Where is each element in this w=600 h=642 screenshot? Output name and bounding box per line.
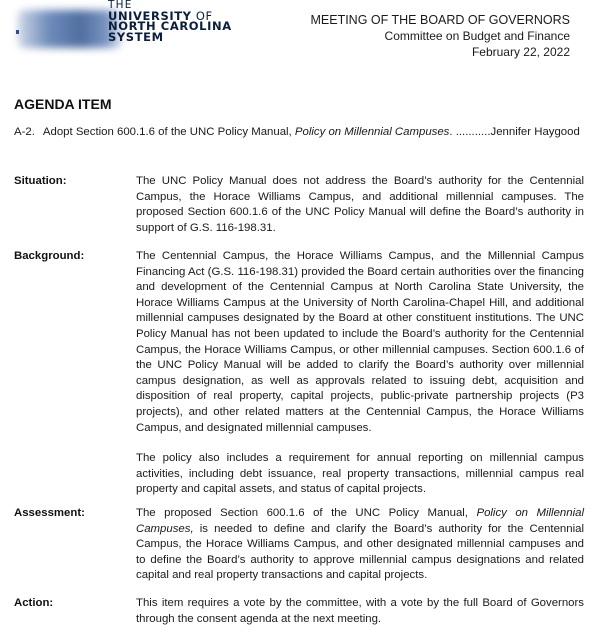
meeting-info — [310, 12, 570, 60]
agenda-item-policy-title: Policy on Millennial Campuses — [294, 126, 450, 138]
section-label: Situation: — [14, 175, 67, 187]
section-body — [136, 506, 584, 584]
section-label: Action: — [14, 597, 54, 609]
section-label: Background: — [14, 250, 85, 262]
assessment-text-start: The proposed Section 600.1.6 of the UNC Policy Manual, — [136, 507, 477, 519]
logo-university: UNIVERSITY — [108, 8, 192, 23]
section-body — [136, 249, 584, 498]
section-body — [136, 174, 584, 236]
agenda-item-presenter: . ...........Jennifer Haygood — [449, 126, 580, 138]
logo-line-the: THE — [108, 0, 133, 11]
section-body — [136, 596, 584, 627]
paragraph: This item requires a vote by the committee, with a vote by the full Board of Governors through the consent agenda at the next meeting. — [136, 597, 584, 625]
logo-line-system: SYSTEM — [108, 29, 164, 44]
paragraph: The UNC Policy Manual does not address the Board’s authority for the Centennial Campus, the Horace Williams Campus, and additional millennial campuses. The proposed Section 600.1.6 of the UNC Policy Manual will define the Board’s authority in support of G.S. 116-198.31. — [136, 175, 584, 234]
paragraph — [136, 506, 584, 584]
logo-wordmark — [108, 0, 232, 42]
meeting-date: February 22, 2022 — [471, 45, 570, 59]
meeting-title: MEETING OF THE BOARD OF GOVERNORS — [310, 13, 570, 27]
paragraph: The Centennial Campus, the Horace Williams Campus, and the Millennial Campus Financing Act (G.S. 116-198.31) provided the Board certain authorities over the financing and development of the Centennial Campus at North Carolina State University, the Horace Williams Campus at the University of North Carolina-Chapel Hill, and additional millennial campuses designated by the Board at other constituent institutions. The UNC Policy Manual has not been updated to include the Board’s authority for the Centennial Campus, the Horace Williams Campus, or other millennial campuses. Section 600.1.6 of the UNC Policy Manual will be added to clarify the Board’s authority over millennial campus designation, as well as approvals related to issuing debt, acquisition and disposition of real property, capital projects, public-private partnership projects (P3 projects), and other related matters at the Centennial Campus, the Horace Williams Campus, and designated millennial campuses. — [136, 250, 584, 434]
agenda-item-heading: AGENDA ITEM — [14, 96, 112, 112]
unc-system-logo — [14, 0, 244, 50]
assessment-policy-title: Policy on Millennial Campuses, — [136, 507, 584, 535]
logo-line-north-carolina: NORTH CAROLINA — [108, 19, 232, 33]
nc-state-map-logo-icon — [18, 10, 122, 48]
agenda-item-number: A-2. — [14, 126, 35, 138]
agenda-item-text: Adopt Section 600.1.6 of the UNC Policy Manual, — [42, 126, 295, 138]
logo-mark-accent — [16, 30, 19, 34]
assessment-text-end: is needed to define and clarify the Board’s authority for the Centennial Campus, the Horace Williams Campus, and other designated millennial campuses and to define the Board’s authority to approve millennial campus designations and related capital and real property transactions and capital projects. — [136, 522, 584, 582]
logo-of: OF — [191, 8, 213, 23]
paragraph: The policy also includes a requirement for annual reporting on millennial campus activities, including debt issuance, real property transactions, millennial campus real property and capital assets, and status of capital projects. — [136, 452, 584, 496]
committee-name: Committee on Budget and Finance — [384, 29, 570, 43]
agenda-item-line — [14, 126, 580, 138]
section-label: Assessment: — [14, 507, 85, 519]
